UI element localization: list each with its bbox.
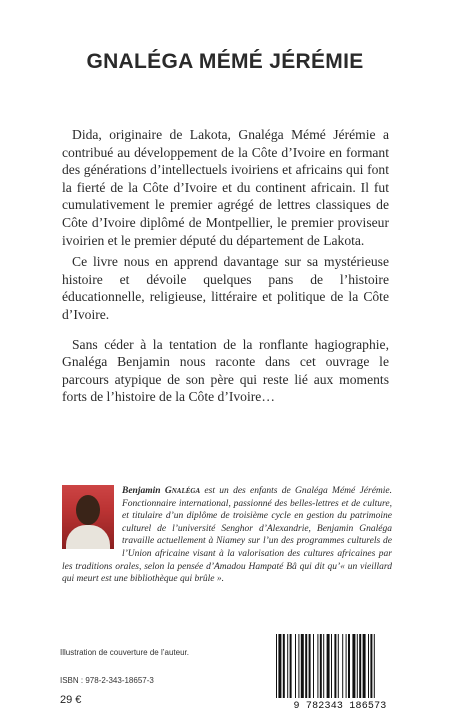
author-last-name: Gnaléga — [164, 486, 201, 496]
blurb-paragraph: Dida, originaire de Lakota, Gnaléga Mémé Jérémie a contribué au développement de la Côte d’Ivoire en formant des générations d’intellectuels ivoiriens et africains qui font la fierté de la Côte d’Ivoire et du continent africain. Il fut cumulativement le premier agrégé de lettres classiques de Côte d’Ivoire diplômé de Montpellier, le premier proviseur ivoirien et le premier député du département de Lakota. — [62, 127, 389, 248]
blurb-paragraph: Sans céder à la tentation de la ronflante hagiographie, Gnaléga Benjamin nous raconte dans cet ouvrage le parcours atypique de son père qui reste lié aux moments forts de l’histoire de la Côte d’Ivoire… — [62, 336, 389, 405]
isbn-number: ISBN : 978-2-343-18657-3 — [60, 676, 154, 685]
author-bio-body: est un des enfants de Gnaléga Mémé Jérémie. Fonctionnaire international, passionné des belles-lettres et de culture, et titulaire d’un diplôme de troisième cycle en gestion du patrimoine culturel de l’université Senghor d’Alexandrie, Benjamin Gnaléga travaille actuellement à Niamey sur l’un des programmes culturels de l’Union africaine visant à la valorisation des cultures africaines par les traditions orales, selon la pensée d’Amadou Hampaté Bâ qui dit qu’« un vieillard qui meurt est une bibliothèque qui brûle ». — [62, 486, 393, 585]
cover-illustration-credit: Illustration de couverture de l’auteur. — [60, 648, 189, 657]
blurb-paragraph: Ce livre nous en apprend davantage sur sa mystérieuse histoire et dévoile quelques pans de l’histoire éducationnelle, religieuse, littéraire et politique de la Côte d’Ivoire. — [62, 254, 389, 322]
author-photo — [62, 485, 114, 549]
book-title: GNALÉGA MÉMÉ JÉRÉMIE — [86, 50, 364, 73]
author-bio — [62, 485, 392, 586]
back-cover-blurb — [62, 126, 389, 418]
barcode-digits: 9 782343 186573 — [293, 701, 387, 712]
price-label: 29 € — [60, 694, 82, 706]
barcode-bars — [268, 632, 412, 700]
author-first-name: Benjamin — [122, 486, 161, 496]
isbn-barcode — [268, 632, 412, 716]
